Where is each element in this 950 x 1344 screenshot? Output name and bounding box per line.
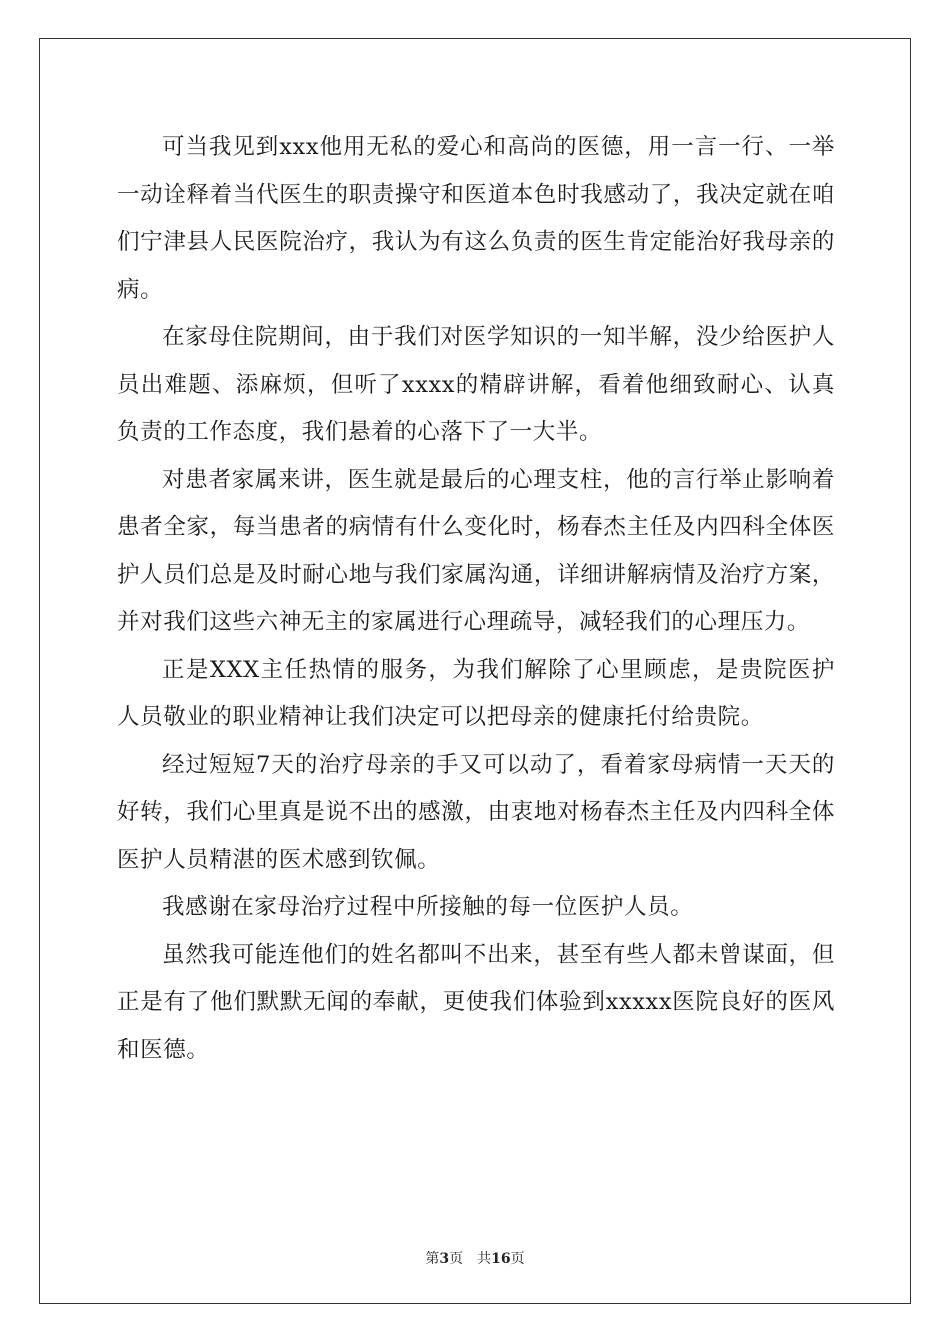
page-suffix: 页 xyxy=(449,1251,464,1267)
page-prefix: 第 xyxy=(425,1251,440,1267)
total-pages: 16 xyxy=(491,1251,511,1267)
page-number: 3 xyxy=(439,1251,450,1267)
paragraph-5: 经过短短7天的治疗母亲的手又可以动了，看着家母病情一天天的好转，我们心里真是说不出的感激，由衷地对杨春杰主任及内四科全体医护人员精湛的医术感到钦佩。 xyxy=(117,751,835,873)
page-footer xyxy=(0,1248,950,1268)
document-body xyxy=(117,124,835,1074)
paragraph-1: 可当我见到xxx他用无私的爱心和高尚的医德，用一言一行、一举一动诠释着当代医生的职责操守和医道本色时我感动了，我决定就在咱们宁津县人民医院治疗，我认为有这么负责的医生肯定能治好我母亲的病。 xyxy=(117,134,835,303)
total-prefix: 共 xyxy=(477,1251,492,1267)
paragraph-3: 对患者家属来讲，医生就是最后的心理支柱，他的言行举止影响着患者全家，每当患者的病情有什么变化时，杨春杰主任及内四科全体医护人员们总是及时耐心地与我们家属沟通，详细讲解病情及治疗方案，并对我们这些六神无主的家属进行心理疏导，减轻我们的心理压力。 xyxy=(117,466,835,635)
paragraph-7: 虽然我可能连他们的姓名都叫不出来，甚至有些人都未曾谋面，但正是有了他们默默无闻的奉献，更使我们体验到xxxxx医院良好的医风和医德。 xyxy=(117,941,835,1063)
paragraph-6: 我感谢在家母治疗过程中所接触的每一位医护人员。 xyxy=(162,894,694,920)
total-suffix: 页 xyxy=(510,1251,525,1267)
paragraph-2: 在家母住院期间，由于我们对医学知识的一知半解，没少给医护人员出难题、添麻烦，但听了xxxx的精辟讲解，看着他细致耐心、认真负责的工作态度，我们悬着的心落下了一大半。 xyxy=(117,324,835,445)
paragraph-4: 正是XXX主任热情的服务，为我们解除了心里顾虑，是贵院医护人员敬业的职业精神让我们决定可以把母亲的健康托付给贵院。 xyxy=(117,656,835,730)
